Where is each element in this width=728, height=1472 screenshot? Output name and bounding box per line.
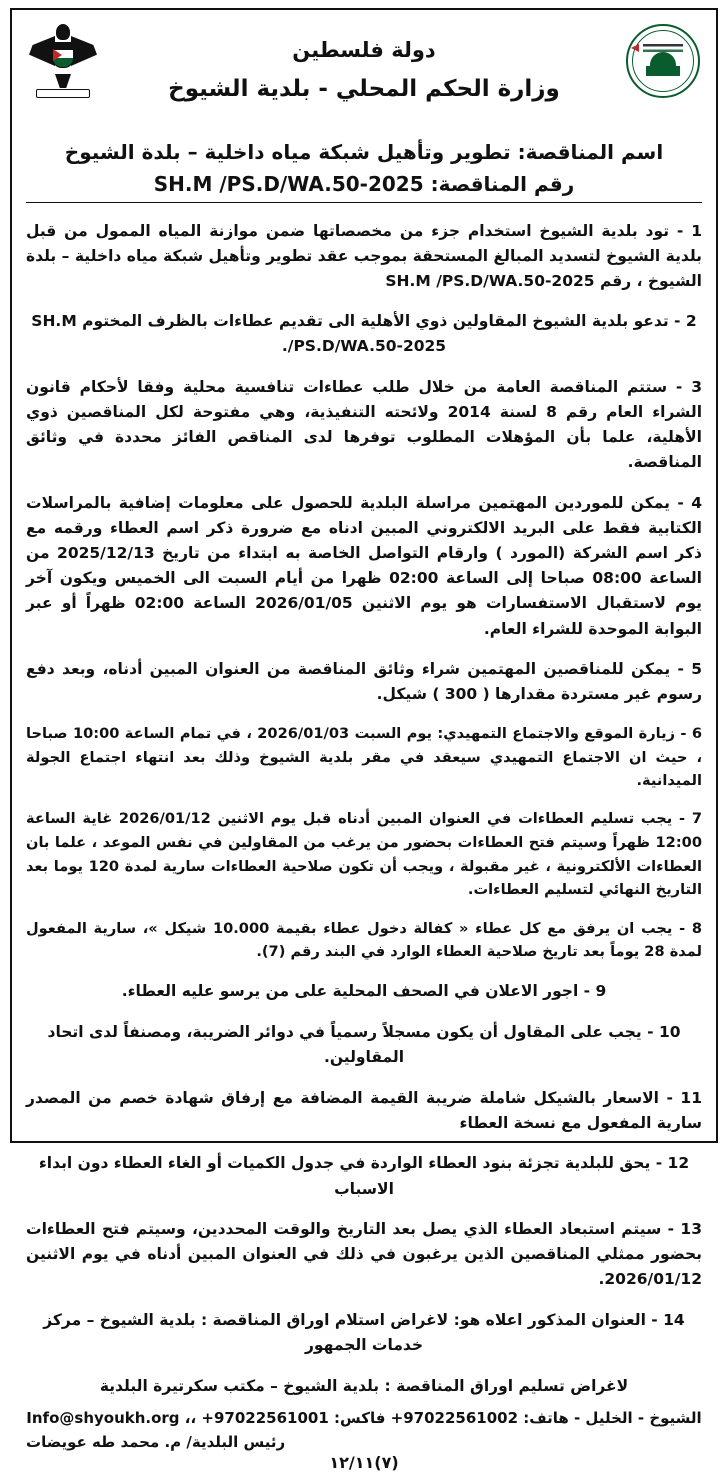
signature-row [26,1433,702,1451]
clause-8: 8 - يجب ان يرفق مع كل عطاء « كفالة دخول عطاء بقيمة 10.000 شيكل »، سارية المفعول لمدة 28 يوماً بعد تاريخ صلاحية العطاء الوارد في البند رقم (7). [26,919,703,961]
signature-title: رئيس البلدية/ م. محمد طه عويضات [26,1432,286,1451]
clause-12: 12 - يحق للبلدية تجزئة بنود العطاء الواردة في جدول الكميات أو الغاء العطاء دون ابداء الاسباب [38,1154,690,1198]
clause-6: 6 - زيارة الموقع والاجتماع التمهيدي: يوم السبت 2026/01/03 ، في تمام الساعة 10:00 صباحا ، حيث ان الاجتماع التمهيدي سيعقد في مقر بلدية الشيوخ وذلك بعد انتهاء اجتماع الجولة الميدانية. [26,724,702,790]
tender-name: اسم المناقصة: تطوير وتأهيل شبكة مياه داخلية – بلدة الشيوخ [64,140,664,164]
clause-list [26,219,702,1399]
clause-10: 10 - يجب على المقاول أن يكون مسجلاً رسمياً في دوائر الضريبة، ومصنفاً لدى اتحاد المقاولين. [47,1023,681,1067]
ministry-name: وزارة الحكم المحلي - بلدية الشيوخ [168,76,560,102]
clause-7: 7 - يجب تسليم العطاءات في العنوان المبين أدناه قبل يوم الاثنين 2026/01/12 غاية الساعة 12:00 ظهراً وسيتم فتح العطاءات بحضور من يرغب من المقاولين في نفس الموعد ، علما بان العطاءات الألكترونية ، غير مقبولة ، ويجب أن تكون صلاحية العطاءات سارية لمدة 120 يوما بعد التاريخ النهائي لتسليم العطاءات. [26,810,702,899]
clause-2: 2 - تدعو بلدية الشيوخ المقاولين ذوي الأهلية الى تقديم عطاءات بالظرف المختوم SH.M /PS.D/WA.50-2025. [31,312,697,356]
page-border [10,8,718,1472]
state-name: دولة فلسطين [292,38,436,62]
title-divider [26,202,702,203]
clause-9: 9 - اجور الاعلان في الصحف المحلية على من يرسو عليه العطاء. [121,982,607,1001]
signature-spacer [697,1433,702,1451]
clause-3: 3 - ستتم المناقصة العامة من خلال طلب عطاءات تنافسية محلية وفقا لأحكام قانون الشراء العام رقم 8 لسنة 2014 ولائحته التنفيذية، وهي مفتوحة لكل المناقصين ذوي الأهلية، علما بأن المؤهلات المطلوب توفرها لدى المناقص الفائز محددة في وثائق المناقصة. [26,378,703,472]
page-content [26,20,703,1472]
header-titles [26,20,702,102]
contact-line: الشيوخ - الخليل - هاتف: 97022561002+ فاكس: 97022561001+ ،، Info@shyoukh.org [26,1408,702,1427]
page-number: (٧)١٢/١١ [329,1452,399,1472]
clause-14-delivery-address: لاغراض تسليم اوراق المناقصة : بلدية الشيوخ – مكتب سكرتيرة البلدية [99,1376,629,1395]
document-footer [26,1409,702,1472]
palestine-municipal-seal-icon [630,24,700,94]
palestine-eagle-emblem-icon [28,24,98,94]
clause-5: 5 - يمكن للمناقصين المهتمين شراء وثائق المناقصة من العنوان المبين أدناه، وبعد دفع رسوم غير مستردة مقدارها ( 300 ) شيكل. [26,660,702,704]
tender-title-block [26,140,702,196]
clause-4: 4 - يمكن للموردين المهتمين مراسلة البلدية للحصول على معلومات إضافية بالمراسلات الكتابية فقط على البريد الالكتروني المبين ادناه مع ضرورة ذكر اسم العطاء ورقمه مع ذكر اسم الشركة (المورد ) وارقام التواصل الخاصة به ابتداء من تاريخ 2025/12/13 من الساعة 08:00 صباحا إلى الساعة 02:00 ظهرا من أيام السبت الى الخميس ويكون آخر يوم لاستقبال الاستفسارات هو يوم الاثنين 2026/01/05 الساعة 02:00 ظهراً أو عبر البوابة الموحدة للشراء العام. [26,493,702,638]
document-header [26,20,702,128]
clause-1: 1 - تود بلدية الشيوخ استخدام جزء من مخصصاتها ضمن موازنة المياه الممول من قبل بلدية الشيوخ لتسديد المبالغ المستحقة بموجب عقد تطوير وتأهيل شبكة مياه داخلية – بلدة الشيوخ ، رقم SH.M /PS.D/WA.50-2025 [26,221,702,290]
tender-number: رقم المناقصة: SH.M /PS.D/WA.50-2025 [153,172,575,196]
clause-14: 14 - العنوان المذكور اعلاه هو: لاغراض استلام اوراق المناقصة : بلدية الشيوخ – مركز خدمات الجمهور [43,1311,685,1355]
clause-11: 11 - الاسعار بالشيكل شاملة ضريبة القيمة المضافة مع إرفاق شهادة خصم من المصدر سارية المفعول مع نسخة العطاء [26,1088,702,1132]
clause-13: 13 - سيتم استبعاد العطاء الذي يصل بعد التاريخ والوقت المحددين، وسيتم فتح العطاءات بحضور ممثلي المناقصين الذين يرغبون في ذلك في العنوان المبين أدناه في يوم الاثنين 2026/01/12. [26,1220,702,1289]
